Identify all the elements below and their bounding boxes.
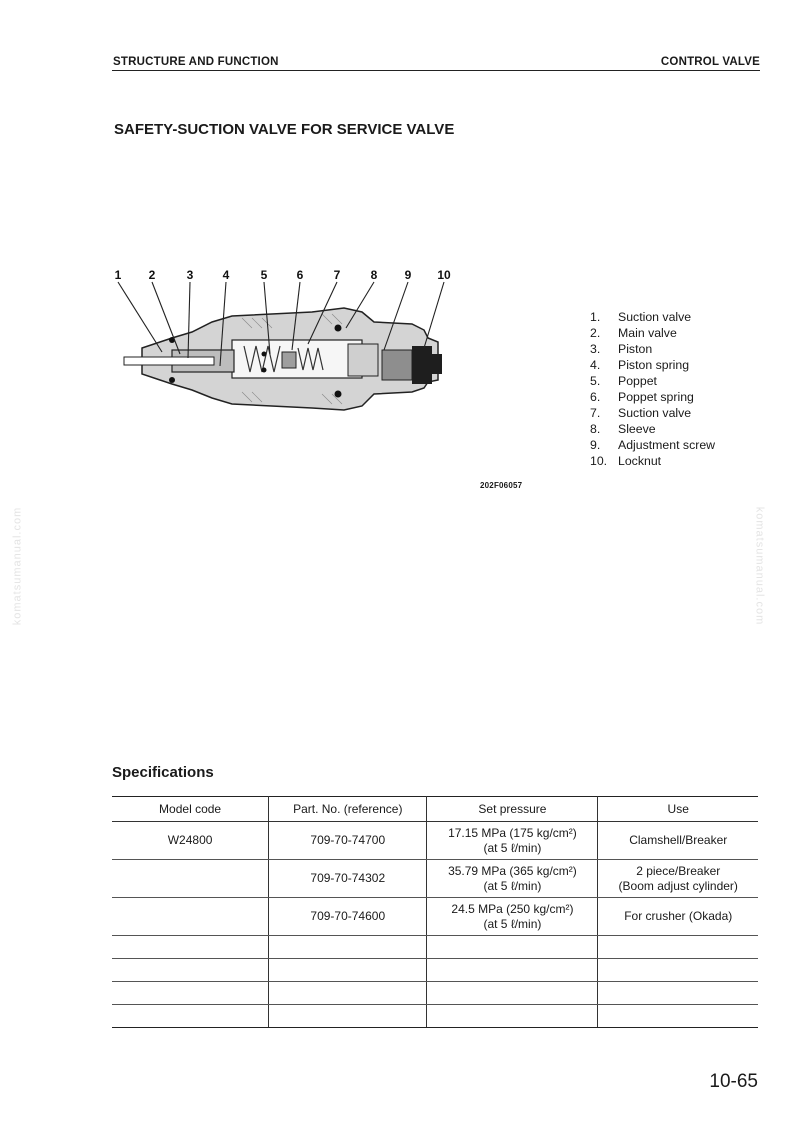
valve-cross-section-diagram (112, 268, 462, 428)
callout-7: 7 (333, 268, 341, 282)
header-rule (112, 70, 760, 71)
table-row-empty (112, 1005, 758, 1028)
figure-code: 202F06057 (480, 481, 523, 490)
legend-item: 6. Poppet spring (590, 390, 694, 404)
cell-model (112, 898, 269, 936)
legend-item: 1. Suction valve (590, 310, 692, 324)
callout-9: 9 (404, 268, 412, 282)
cell-pressure: 24.5 MPa (250 kg/cm²) (at 5 ℓ/min) (427, 898, 598, 936)
page-title: SAFETY-SUCTION VALVE FOR SERVICE VALVE (114, 121, 455, 138)
cell-model: W24800 (112, 822, 269, 860)
cell-use: 2 piece/Breaker (Boom adjust cylinder) (598, 860, 758, 898)
table-header-row (112, 797, 758, 822)
table-row-empty (112, 982, 758, 1005)
legend-item: 8. Sleeve (590, 422, 656, 436)
cell-part: 709-70-74700 (269, 822, 427, 860)
parts-legend (590, 309, 715, 469)
callout-3: 3 (186, 268, 194, 282)
header-topic: CONTROL VALVE (660, 56, 760, 68)
table-row (112, 898, 758, 936)
callout-2: 2 (148, 268, 156, 282)
legend-item: 2. Main valve (590, 326, 677, 340)
callout-1: 1 (114, 268, 122, 282)
watermark-right: komatsumanual.com (753, 506, 766, 626)
table-row-empty (112, 959, 758, 982)
col-header-set-pressure: Set pressure (427, 797, 598, 822)
header-section: STRUCTURE AND FUNCTION (113, 56, 279, 68)
cell-pressure: 35.79 MPa (365 kg/cm²) (at 5 ℓ/min) (427, 860, 598, 898)
col-header-part-no: Part. No. (reference) (269, 797, 427, 822)
legend-item: 5. Poppet (590, 374, 657, 388)
cell-part: 709-70-74600 (269, 898, 427, 936)
cell-use: Clamshell/Breaker (598, 822, 758, 860)
callout-4: 4 (222, 268, 230, 282)
table-row (112, 860, 758, 898)
specifications-table (112, 796, 758, 1028)
watermark-left: komatsumanual.com (11, 506, 24, 626)
legend-item: 3. Piston (590, 342, 653, 356)
col-header-model-code: Model code (112, 797, 269, 822)
col-header-use: Use (598, 797, 758, 822)
table-row (112, 822, 758, 860)
cell-model (112, 860, 269, 898)
table-row-empty (112, 936, 758, 959)
legend-item: 4. Piston spring (590, 358, 690, 372)
callout-5: 5 (260, 268, 268, 282)
callout-10: 10 (437, 268, 451, 282)
cell-part: 709-70-74302 (269, 860, 427, 898)
page-number: 10-65 (709, 1071, 758, 1092)
cell-use: For crusher (Okada) (598, 898, 758, 936)
callout-8: 8 (370, 268, 378, 282)
specifications-heading: Specifications (112, 764, 214, 781)
legend-item: 7. Suction valve (590, 406, 692, 420)
legend-item: 9. Adjustment screw (590, 438, 716, 452)
cell-pressure: 17.15 MPa (175 kg/cm²) (at 5 ℓ/min) (427, 822, 598, 860)
legend-item: 10. Locknut (590, 454, 662, 468)
callout-6: 6 (296, 268, 304, 282)
